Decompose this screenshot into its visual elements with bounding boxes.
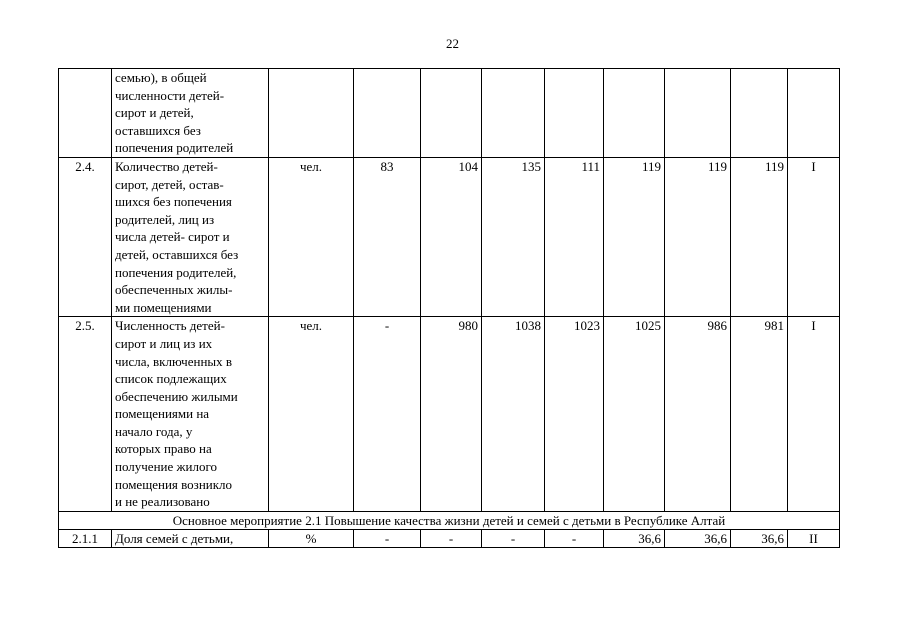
category-cell: I [788,317,840,512]
value-cell [731,69,788,158]
value-cell: - [354,317,421,512]
value-cell [421,69,482,158]
value-cell [545,69,604,158]
row-number: 2.1.1 [59,529,112,548]
value-cell: 119 [665,157,731,316]
value-cell: 104 [421,157,482,316]
category-cell: II [788,529,840,548]
value-cell: - [482,529,545,548]
unit-cell: чел. [269,157,354,316]
value-cell: 83 [354,157,421,316]
indicator-name: семью), в общей численности детей- сирот и детей, оставшихся без попечения родителей [112,69,269,158]
table-row [59,69,840,158]
value-cell [354,69,421,158]
value-cell [482,69,545,158]
value-cell: - [545,529,604,548]
section-title: Основное мероприятие 2.1 Повышение качества жизни детей и семей с детьми в Республике Алтай [59,511,840,529]
value-cell: - [421,529,482,548]
row-number [59,69,112,158]
value-cell: 981 [731,317,788,512]
unit-cell: % [269,529,354,548]
value-cell: 980 [421,317,482,512]
value-cell: 119 [731,157,788,316]
value-cell: 36,6 [665,529,731,548]
category-cell: I [788,157,840,316]
section-row [59,511,840,529]
value-cell: - [354,529,421,548]
value-cell: 1023 [545,317,604,512]
indicator-name: Количество детей- сирот, детей, остав- шихся без попечения родителей, лиц из числа детей- сирот и детей, оставшихся без попечения родителей, обеспеченных жилы- ми помещениями [112,157,269,316]
unit-cell: чел. [269,317,354,512]
value-cell: 1025 [604,317,665,512]
category-cell [788,69,840,158]
value-cell: 111 [545,157,604,316]
indicator-name: Численность детей- сирот и лиц из их числа, включенных в список подлежащих обеспечению жилыми помещениями на начало года, у которых право на получение жилого помещения возникло и не реализовано [112,317,269,512]
value-cell [604,69,665,158]
row-number: 2.5. [59,317,112,512]
indicators-table [58,68,840,548]
table-row [59,317,840,512]
value-cell: 986 [665,317,731,512]
row-number: 2.4. [59,157,112,316]
table-row [59,157,840,316]
indicator-name: Доля семей с детьми, [112,529,269,548]
value-cell [665,69,731,158]
unit-cell [269,69,354,158]
value-cell: 119 [604,157,665,316]
value-cell: 36,6 [731,529,788,548]
value-cell: 36,6 [604,529,665,548]
page-number: 22 [446,36,459,51]
table-row [59,529,840,548]
value-cell: 1038 [482,317,545,512]
value-cell: 135 [482,157,545,316]
